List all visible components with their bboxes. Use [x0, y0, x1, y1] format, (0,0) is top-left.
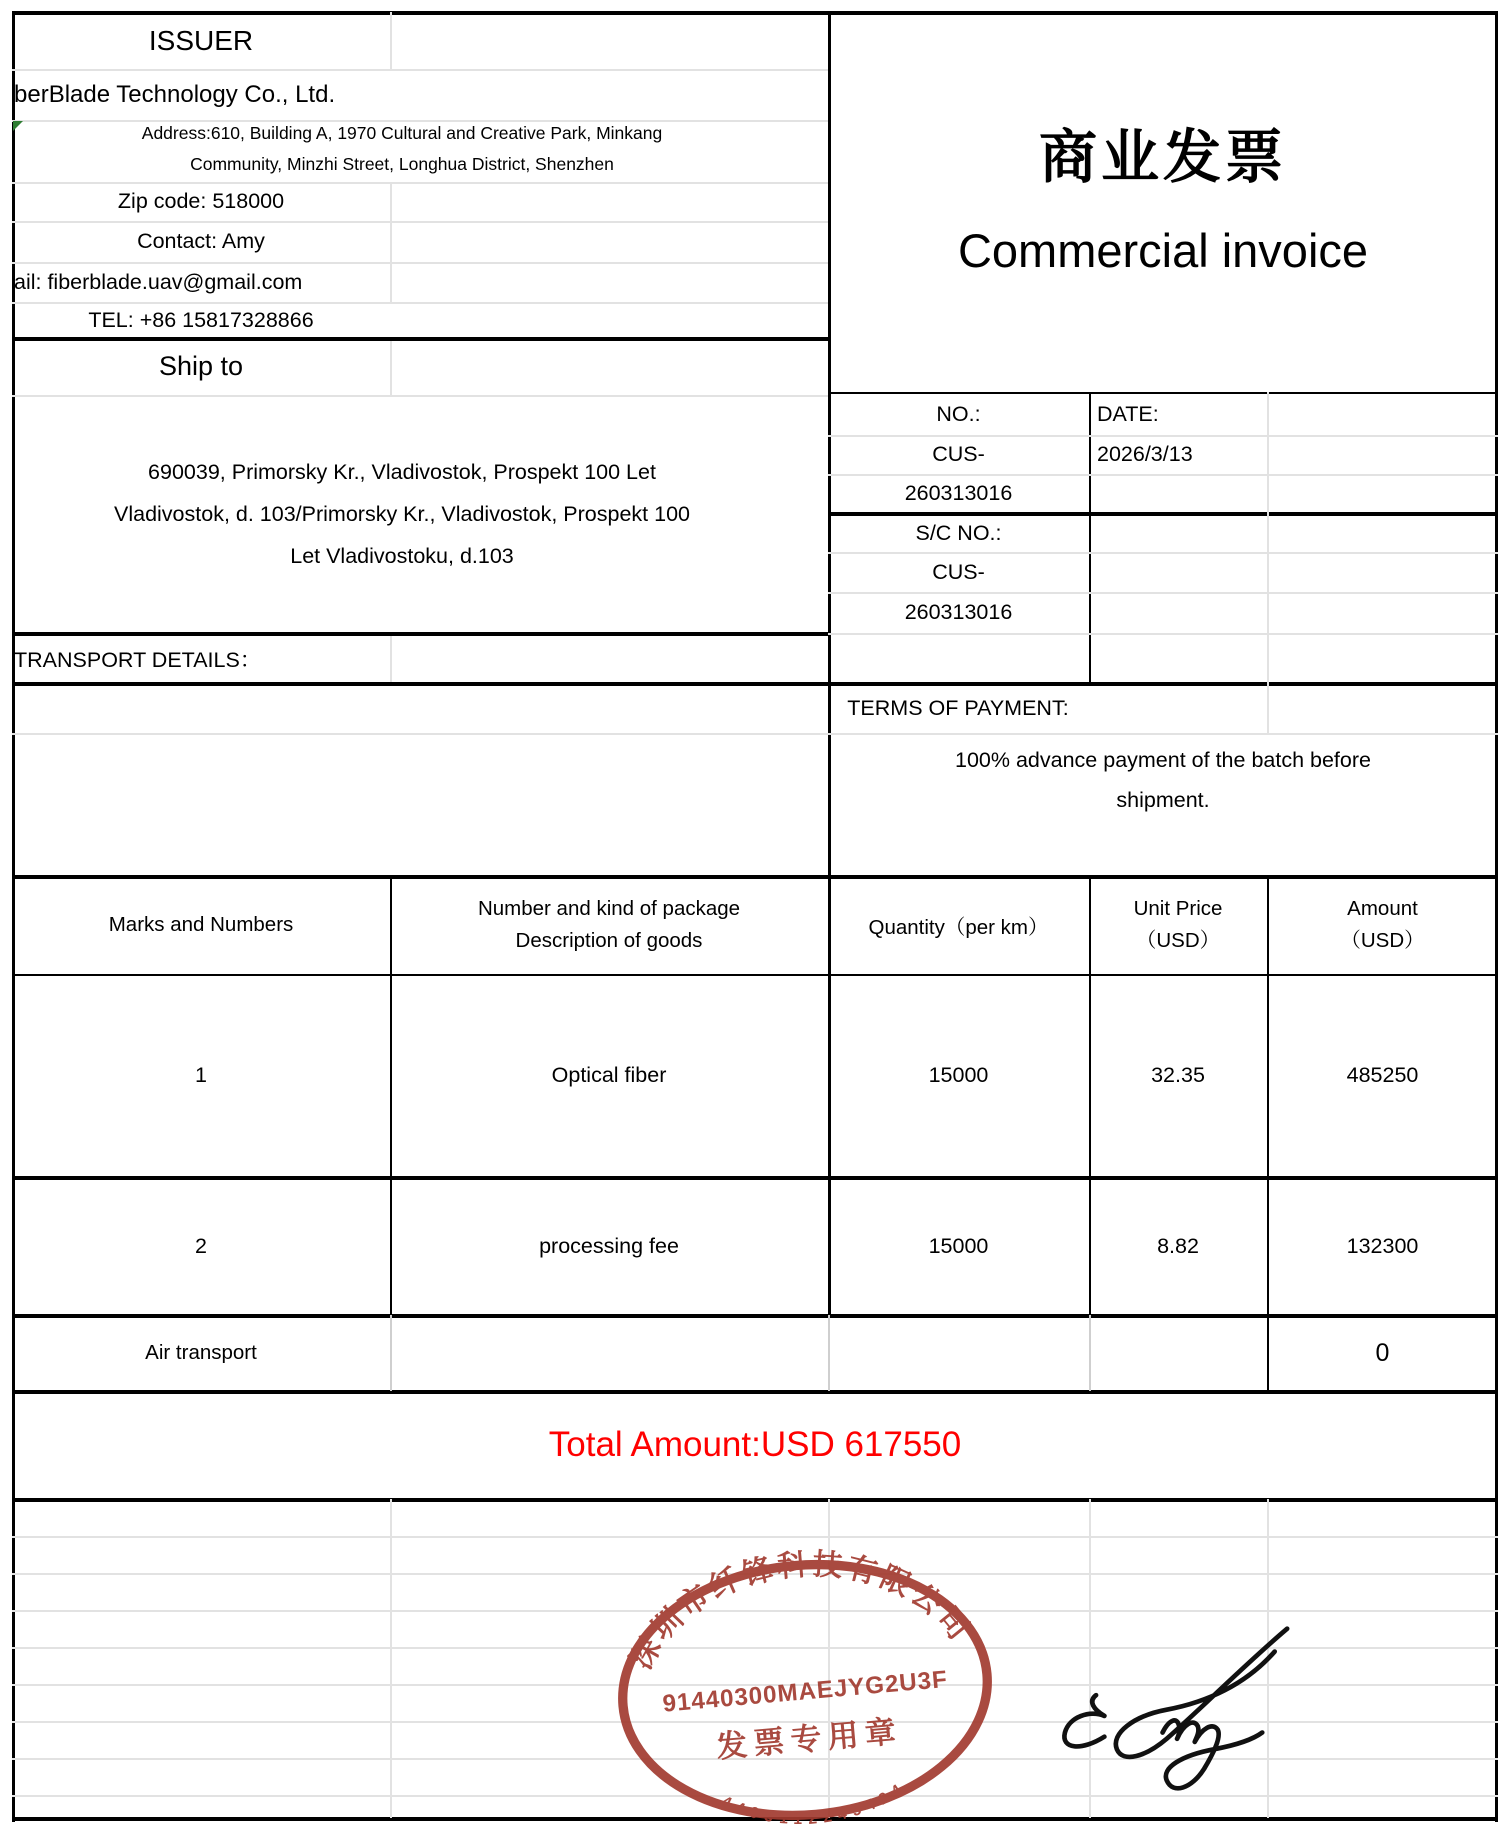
- issuer-zip: Zip code: 518000: [117, 189, 285, 213]
- header-unit-price-line1: Unit Price: [1133, 897, 1223, 921]
- stamp-serial-digits: 4403112245424: [718, 1777, 911, 1829]
- gridline: [828, 633, 1498, 635]
- header-unit-price: [1089, 876, 1267, 974]
- gridline: [1089, 1315, 1091, 1391]
- ship-to-address-line3: Let Vladivostoku, d.103: [290, 543, 514, 568]
- header-amount-line2: （USD）: [1340, 929, 1425, 952]
- signature: [1040, 1612, 1310, 1797]
- gridline: [12, 733, 1498, 735]
- gridline: [390, 12, 392, 69]
- row2-description: processing fee: [539, 1233, 679, 1258]
- header-package-line2: Description of goods: [515, 929, 703, 952]
- svg-text:4403112245424: [717, 1777, 912, 1835]
- invoice-no-label: NO.:: [936, 402, 981, 426]
- gridline: [390, 1315, 392, 1391]
- issuer-section-label: ISSUER: [148, 24, 254, 56]
- ship-to-section-label: Ship to: [158, 351, 244, 381]
- stamp-credit-code: 91440300MAEJYG2U3F: [661, 1665, 949, 1718]
- svg-text:深圳市纤锋科技有限公司: [616, 1533, 979, 1677]
- terms-text-line1: 100% advance payment of the batch before: [955, 747, 1371, 772]
- issuer-email: ail: fiberblade.uav@gmail.com: [14, 269, 303, 294]
- air-transport-amount: 0: [1375, 1338, 1390, 1367]
- header-amount-line1: Amount: [1347, 897, 1418, 921]
- terms-of-payment-label: TERMS OF PAYMENT:: [847, 695, 1069, 720]
- row2-unit-price: 8.82: [1157, 1233, 1199, 1258]
- issuer-tel: TEL: +86 15817328866: [88, 307, 314, 332]
- gridline: [390, 338, 392, 395]
- issuer-address-line2: Community, Minzhi Street, Longhua District, Shenzhen: [190, 153, 614, 174]
- row2-amount: 132300: [1346, 1233, 1419, 1258]
- header-unit-price-line2: （USD）: [1135, 929, 1221, 952]
- gridline: [12, 1536, 1498, 1538]
- issuer-contact: Contact: Amy: [137, 229, 265, 253]
- document-title-en: Commercial invoice: [957, 223, 1369, 277]
- row1-unit-price: 32.35: [1151, 1063, 1205, 1087]
- issuer-company-name: berBlade Technology Co., Ltd.: [14, 80, 336, 108]
- total-amount: Total Amount:USD 617550: [548, 1425, 962, 1464]
- document-title-zh: 商业发票: [1038, 125, 1287, 190]
- ship-to-address-line2: Vladivostok, d. 103/Primorsky Kr., Vladivostok, Prospekt 100: [114, 501, 690, 526]
- gridline: [828, 1315, 830, 1391]
- row2-quantity: 15000: [928, 1233, 989, 1258]
- company-stamp: [588, 1525, 1022, 1836]
- gridline: [1267, 683, 1269, 733]
- row1-description: Optical fiber: [551, 1063, 667, 1087]
- sc-no-value-line2: 260313016: [904, 600, 1013, 624]
- issuer-address-line1: Address:610, Building A, 1970 Cultural and Creative Park, Minkang: [141, 122, 663, 143]
- gridline: [390, 1499, 392, 1818]
- stamp-company-arc-text: 深圳市纤锋科技有限公司: [624, 1547, 978, 1675]
- transport-details-label: TRANSPORT DETAILS：: [14, 647, 262, 672]
- terms-text-line2: shipment.: [1116, 787, 1210, 812]
- header-quantity: Quantity（per km）: [868, 916, 1049, 939]
- invoice-date-value: 2026/3/13: [1097, 442, 1193, 466]
- invoice-no-value-line2: 260313016: [904, 481, 1013, 505]
- row1-amount: 485250: [1346, 1063, 1419, 1087]
- gridline: [12, 395, 828, 397]
- row1-marks: 1: [195, 1063, 207, 1087]
- row1-quantity: 15000: [928, 1063, 989, 1087]
- header-package-line1: Number and kind of package: [477, 897, 741, 921]
- ship-to-address-line1: 690039, Primorsky Kr., Vladivostok, Prospekt 100 Let: [148, 459, 656, 484]
- stamp-seal-type: 发票专用章: [714, 1713, 904, 1765]
- sc-no-value-line1: CUS-: [932, 559, 985, 584]
- air-transport-label: Air transport: [145, 1341, 257, 1364]
- header-amount: [1267, 876, 1498, 974]
- sc-no-label: S/C NO.:: [915, 521, 1002, 545]
- cell-comment-indicator: [13, 121, 23, 131]
- header-marks-and-numbers: Marks and Numbers: [108, 913, 294, 936]
- invoice-no-value-line1: CUS-: [932, 442, 985, 466]
- row2-marks: 2: [195, 1233, 207, 1258]
- header-package-description: [390, 876, 828, 974]
- invoice-date-label: DATE:: [1097, 402, 1159, 426]
